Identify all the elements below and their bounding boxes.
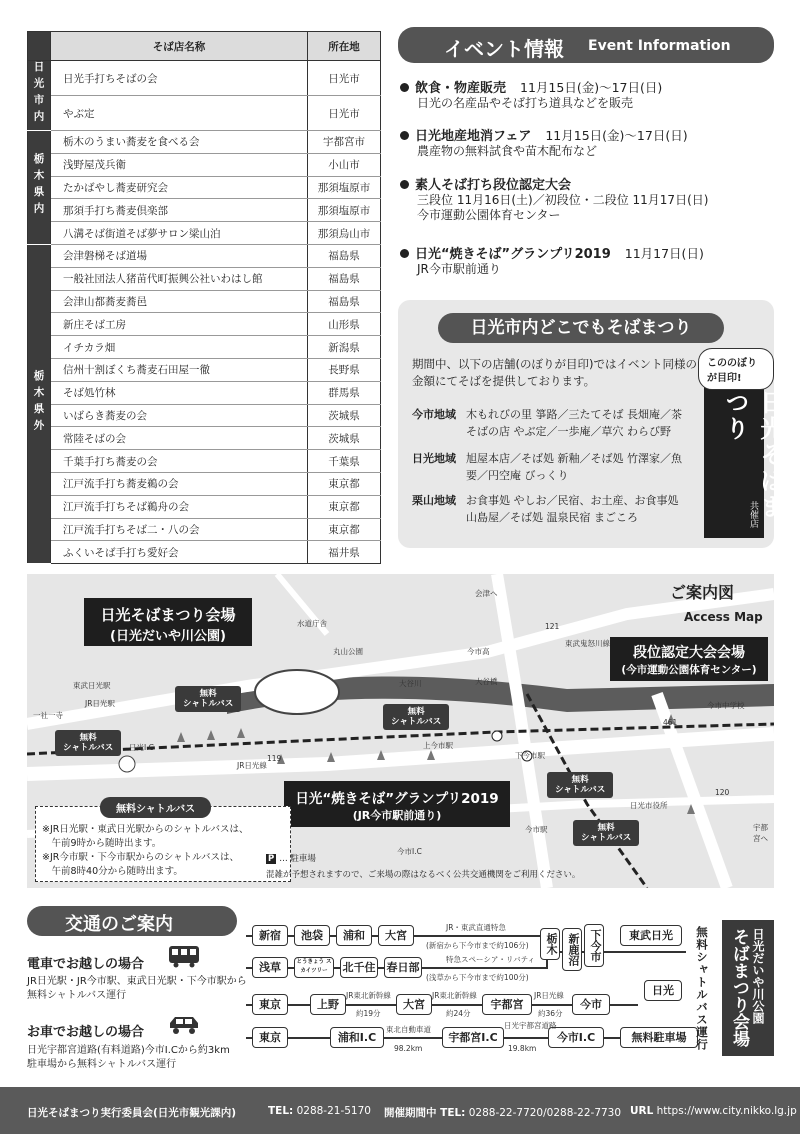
footer-url-label: URL [630, 1105, 654, 1117]
area-row [412, 492, 688, 526]
road-shape [27, 734, 774, 774]
shop-name: 江戸流手打ち蕎麦鵜の会 [51, 472, 308, 495]
footer-tel-number: 0288-21-5170 [296, 1105, 371, 1117]
map-label: 日光I.C [129, 743, 154, 752]
shop-location: 日光市 [308, 61, 381, 96]
shop-name: 那須手打ち蕎麦倶楽部 [51, 199, 308, 222]
everywhere-title: 日光市内どこでもそばまつり [438, 313, 724, 343]
table-row [28, 96, 381, 131]
map-label: 宇都宮へ [753, 823, 768, 843]
station-box: 東京 [252, 1027, 288, 1048]
table-header-row [28, 32, 381, 61]
map-label: JR日光線 [237, 761, 267, 770]
shop-name: ふくいそば手打ち愛好会 [51, 541, 308, 564]
station-box: 上野 [310, 994, 346, 1015]
event-info-title-en: Event Information [588, 38, 731, 54]
table-row [28, 427, 381, 450]
venue-dan-sub: (今市運動公園体育センター) [621, 664, 757, 676]
shop-name: 江戸流手打ちそば鵜舟の会 [51, 495, 308, 518]
footer-period-tel [384, 1105, 621, 1120]
station-box: とうきょう スカイツリー [294, 957, 334, 978]
table-row [28, 153, 381, 176]
table-row [28, 199, 381, 222]
event-info-title: イベント情報 [444, 37, 564, 61]
shop-location: 那須塩原市 [308, 176, 381, 199]
event-title: 飲食・物産販売 [415, 81, 507, 96]
shuttle-free-text: 無料 [79, 733, 97, 743]
car-icon [167, 1014, 201, 1036]
table-header-name: そば店名称 [51, 32, 308, 61]
route-goal [722, 920, 774, 1056]
venue-main-title: 日光そばまつり会場 [100, 606, 236, 624]
nobori-flag-image [704, 378, 784, 538]
event-desc: 三段位 11月16日(土)／初段位・二段位 11月17日(日) [417, 193, 709, 207]
shop-name: 一般社団法人猪苗代町振興公社いわはし館 [51, 267, 308, 290]
station-box: 東京 [252, 994, 288, 1015]
venue-dan-title: 段位認定大会会場 [633, 645, 745, 661]
footer-url-text[interactable]: https://www.city.nikko.lg.jp [656, 1105, 797, 1117]
route-note: 19.8km [508, 1044, 537, 1053]
footer-org: 日光そばまつり実行委員会(日光市観光課内) [27, 1107, 237, 1119]
map-label: 今市I.C [397, 847, 422, 856]
shuttle-bus-text: シャトルバス [391, 717, 442, 727]
route-note: JR・東武直通特急 [446, 923, 506, 932]
event-item [400, 246, 704, 277]
station-box: 浦和I.C [330, 1027, 384, 1048]
map-label: 会津へ [475, 589, 498, 598]
map-label: 水道庁舎 [297, 619, 327, 628]
shuttle-free-text: 無料 [597, 823, 615, 833]
footer-tel-label: TEL: [268, 1105, 294, 1117]
everywhere-intro: 期間中、以下の店舗(のぼりが目印)ではイベント同様の金額にてそばを提供しております。 [412, 357, 697, 388]
access-header [27, 906, 237, 936]
map-title-en: Access Map [684, 610, 763, 624]
venue-yaki-sub: (JR今市駅前通り) [352, 809, 442, 822]
flag-main-text: 日光そばまつり [721, 390, 784, 520]
event-item [400, 128, 688, 159]
route-note: 98.2km [394, 1044, 423, 1053]
table-row [28, 495, 381, 518]
map-label: 今市駅 [525, 825, 548, 834]
station-box: 下今市 [584, 924, 604, 967]
table-row [28, 358, 381, 381]
map-label: 東武鬼怒川線 [565, 639, 610, 648]
area-row [412, 406, 688, 440]
shop-name: 信州十割ぼくち蕎麦石田屋一徹 [51, 358, 308, 381]
shop-location: 福島県 [308, 267, 381, 290]
shuttle-box-line: 午前9時から随時出ます。 [42, 838, 162, 849]
station-box: 宇都宮I.C [442, 1027, 504, 1048]
flag-callout: こののぼりが目印! [698, 348, 774, 390]
venue-main-label [84, 598, 252, 646]
shuttle-box-line: ※JR日光駅・東武日光駅からのシャトルバスは、 [42, 824, 249, 835]
table-row [28, 267, 381, 290]
area-shops: 木もれびの里 箏路／三たてそば 長畑庵／茶そばの店 やぶ定／一歩庵／草穴 わらび野 [466, 408, 682, 438]
shop-name: 八溝そば街道そば夢サロン梁山泊 [51, 222, 308, 245]
station-box: 浅草 [252, 957, 288, 978]
route-diagram [246, 920, 716, 1060]
event-desc: JR今市駅前通り [417, 262, 501, 276]
table-row [28, 290, 381, 313]
table-header-location: 所在地 [308, 32, 381, 61]
venue-dan-label [610, 637, 768, 681]
shuttle-box-title: 無料シャトルバス [100, 797, 211, 818]
map-label: 丸山公園 [333, 647, 363, 656]
event-item [400, 80, 662, 111]
event-desc: 今市運動公園体育センター [417, 208, 561, 222]
route-number: 120 [715, 788, 730, 797]
shop-name: 会津山都蕎麦蕎邑 [51, 290, 308, 313]
map-label: 東武日光駅 [73, 681, 111, 690]
shop-name: イチカラ畑 [51, 336, 308, 359]
venue-yaki-title: 日光“焼きそば”グランプリ2019 [295, 791, 499, 807]
train-text [27, 975, 247, 1003]
shuttle-box-line: ※JR今市駅・下今市駅からのシャトルバスは、 [42, 852, 240, 863]
station-box: 宇都宮 [482, 994, 532, 1015]
map-label: 大谷川 [399, 679, 422, 688]
station-box: 新宿 [252, 925, 288, 946]
car-text-line: 駐車場から無料シャトルバス運行 [27, 1059, 177, 1070]
shop-name: やぶ定 [51, 96, 308, 131]
region-text: 栃木県外 [32, 369, 45, 436]
area-label: 栗山地域 [412, 494, 456, 507]
table-row [28, 404, 381, 427]
table-row [28, 61, 381, 96]
map-note: 混雑が予想されますので、ご来場の際はなるべく公共交通機関をご利用ください。 [266, 870, 581, 880]
bullet-icon [400, 83, 409, 92]
shop-location: 宇都宮市 [308, 131, 381, 154]
station-box: 新鹿沼 [562, 928, 582, 971]
shuttle-vertical-label: 無料シャトルバス運行 [695, 926, 709, 1051]
parking-icon: P [268, 854, 275, 864]
shop-name: 江戸流手打ちそば二・八の会 [51, 518, 308, 541]
shop-location: 東京都 [308, 495, 381, 518]
table-row [28, 222, 381, 245]
station-box: 日光 [644, 980, 682, 1001]
region-label [28, 244, 51, 563]
region-label [28, 61, 51, 131]
shop-location: 群馬県 [308, 381, 381, 404]
station-shape [492, 731, 502, 741]
shop-name: たかばやし蕎麦研究会 [51, 176, 308, 199]
area-label: 日光地域 [412, 452, 456, 465]
region-text: 栃木県内 [32, 152, 45, 219]
shop-location: 千葉県 [308, 450, 381, 473]
bullet-icon [400, 249, 409, 258]
region-label [28, 131, 51, 245]
shop-location: 茨城県 [308, 404, 381, 427]
map-label: 日光市役所 [630, 801, 668, 810]
shop-name: 日光手打ちそばの会 [51, 61, 308, 96]
event-desc: 日光の名産品やそば打ち道具などを販売 [417, 96, 634, 110]
map-label: 今市中学校 [707, 701, 745, 710]
parking-legend [266, 852, 316, 864]
route-note: 東北自動車道 [386, 1025, 431, 1034]
train-text-line: 無料シャトルバス運行 [27, 990, 127, 1001]
area-label: 今市地域 [412, 408, 456, 421]
event-desc: 農産物の無料試食や苗木配布など [417, 144, 598, 158]
venue-yaki-label [284, 781, 510, 827]
event-date: 11月15日(金)〜17日(日) [545, 128, 688, 143]
event-title: 日光地産地消フェア [415, 129, 532, 144]
shop-location: 新潟県 [308, 336, 381, 359]
shop-location: 福島県 [308, 244, 381, 267]
station-box: 北千住 [340, 957, 378, 978]
map-label: 大谷橋 [475, 677, 498, 686]
train-heading: 電車でお越しの場合 [27, 957, 145, 972]
route-note: 約19分 [356, 1009, 381, 1018]
station-box: 浦和 [336, 925, 372, 946]
station-box: 東武日光 [620, 925, 682, 946]
map-label: 上今市駅 [423, 741, 453, 750]
parking-legend-text: … 駐車場 [279, 854, 316, 864]
table-row [28, 518, 381, 541]
event-date: 11月15日(金)〜17日(日) [520, 80, 663, 95]
route-note: JR東北新幹線 [346, 991, 391, 1000]
map-label: 一社一寺 [33, 711, 63, 720]
table-body [28, 61, 381, 564]
table-row [28, 450, 381, 473]
footer-period-number: 0288-22-7720/0288-22-7730 [468, 1107, 622, 1119]
shop-location: 福島県 [308, 290, 381, 313]
ic-shape [119, 756, 135, 772]
route-note: (浅草から下今市まで約100分) [426, 973, 529, 982]
station-box: 無料駐車場 [620, 1027, 698, 1048]
goal-main: そばまつり会場 [729, 928, 749, 1047]
table-row [28, 131, 381, 154]
shop-name: 会津磐梯そば道場 [51, 244, 308, 267]
shuttle-stop-label [573, 820, 639, 846]
station-box: 今市 [572, 994, 610, 1015]
shop-location: 東京都 [308, 518, 381, 541]
event-title: 素人そば打ち段位認定大会 [415, 178, 572, 193]
shop-name: 栃木のうまい蕎麦を食べる会 [51, 131, 308, 154]
route-note: JR日光線 [534, 991, 564, 1000]
route-note: 特急スペーシア・リバティ [446, 955, 536, 964]
shuttle-bus-text: シャトルバス [581, 833, 632, 843]
shop-name: 浅野屋茂兵衛 [51, 153, 308, 176]
shop-location: 那須塩原市 [308, 199, 381, 222]
shop-location: 長野県 [308, 358, 381, 381]
flag-small-text: 共催店 [748, 501, 758, 528]
table-row [28, 313, 381, 336]
access-map [27, 574, 774, 888]
access-title: 交通のご案内 [65, 914, 173, 935]
shop-name: 常陸そばの会 [51, 427, 308, 450]
shop-name: そば処竹林 [51, 381, 308, 404]
venue-main-sub: (日光だいや川公園) [110, 629, 226, 644]
map-label: 今市高 [467, 647, 490, 656]
shop-location: 茨城県 [308, 427, 381, 450]
route-note: 約36分 [538, 1009, 563, 1018]
shuttle-bus-text: シャトルバス [183, 699, 234, 709]
everywhere-box [398, 300, 784, 548]
shop-name: 新庄そば工房 [51, 313, 308, 336]
route-note: JR東北新幹線 [432, 991, 477, 1000]
table-row [28, 472, 381, 495]
train-text-line: JR日光駅・JR今市駅、東武日光駅・下今市駅から [27, 976, 247, 987]
station-box: 春日部 [384, 957, 422, 978]
table-row [28, 244, 381, 267]
shop-location: 福井県 [308, 541, 381, 564]
shop-location: 那須烏山市 [308, 222, 381, 245]
map-title: ご案内図 [670, 583, 735, 602]
route-number: 121 [545, 622, 560, 631]
table-row [28, 541, 381, 564]
map-label: 下今市駅 [515, 751, 545, 760]
shop-table [27, 31, 381, 564]
shuttle-stop-label [175, 686, 241, 712]
map-label: JR日光駅 [85, 699, 115, 708]
table-row [28, 381, 381, 404]
car-text [27, 1044, 230, 1072]
shuttle-free-text: 無料 [571, 775, 589, 785]
station-box: 栃木 [540, 928, 560, 960]
shuttle-free-text: 無料 [199, 689, 217, 699]
shuttle-stop-label [547, 772, 613, 798]
park-shape [255, 670, 339, 714]
shop-location: 日光市 [308, 96, 381, 131]
event-title: 日光“焼きそば”グランプリ2019 [415, 247, 611, 262]
route-note: 約24分 [446, 1009, 471, 1018]
table-row [28, 176, 381, 199]
footer [0, 1087, 800, 1134]
region-text: 日光市内 [32, 61, 45, 127]
footer-period-label: 開催期間中 TEL: [384, 1107, 466, 1119]
shuttle-stop-label [55, 730, 121, 756]
route-number: 119 [267, 754, 282, 763]
shop-location: 東京都 [308, 472, 381, 495]
route-number: 461 [663, 718, 678, 727]
area-shops: 旭屋本店／そば処 新釉／そば処 竹澤家／魚要／円空庵 びっくり [466, 452, 682, 482]
station-box: 池袋 [294, 925, 330, 946]
station-box: 大宮 [396, 994, 432, 1015]
event-info-header [398, 27, 774, 63]
station-box: 今市I.C [548, 1027, 604, 1048]
shuttle-info-box [35, 806, 291, 882]
table-header-blank [28, 32, 51, 61]
shuttle-bus-text: シャトルバス [555, 785, 606, 795]
shop-name: 千葉手打ち蕎麦の会 [51, 450, 308, 473]
bullet-icon [400, 180, 409, 189]
shop-location: 小山市 [308, 153, 381, 176]
shop-location: 山形県 [308, 313, 381, 336]
area-shops: お食事処 やしお／民宿、お土産、お食事処 山島屋／そば処 温泉民宿 まごころ [466, 494, 679, 524]
shop-name: いばらき蕎麦の会 [51, 404, 308, 427]
shuttle-bus-text: シャトルバス [63, 743, 114, 753]
route-note: (新宿から下今市まで約106分) [426, 941, 529, 950]
car-heading: お車でお越しの場合 [27, 1025, 145, 1040]
table-row [28, 336, 381, 359]
event-date: 11月17日(日) [624, 246, 704, 261]
footer-tel [268, 1105, 371, 1117]
route-note: 日光宇都宮道路 [504, 1021, 557, 1030]
train-icon [167, 944, 201, 968]
car-text-line: 日光宇都宮道路(有料道路)今市I.Cから約3km [27, 1045, 230, 1056]
bullet-icon [400, 131, 409, 140]
station-box: 大宮 [378, 925, 414, 946]
footer-url[interactable] [630, 1105, 797, 1117]
shuttle-stop-label [383, 704, 449, 730]
area-row [412, 450, 688, 484]
event-item [400, 178, 708, 223]
shuttle-box-line: 午前8時40分から随時出ます。 [42, 866, 183, 877]
shuttle-free-text: 無料 [407, 707, 425, 717]
goal-sub: 日光だいや川公園 [751, 928, 765, 1024]
